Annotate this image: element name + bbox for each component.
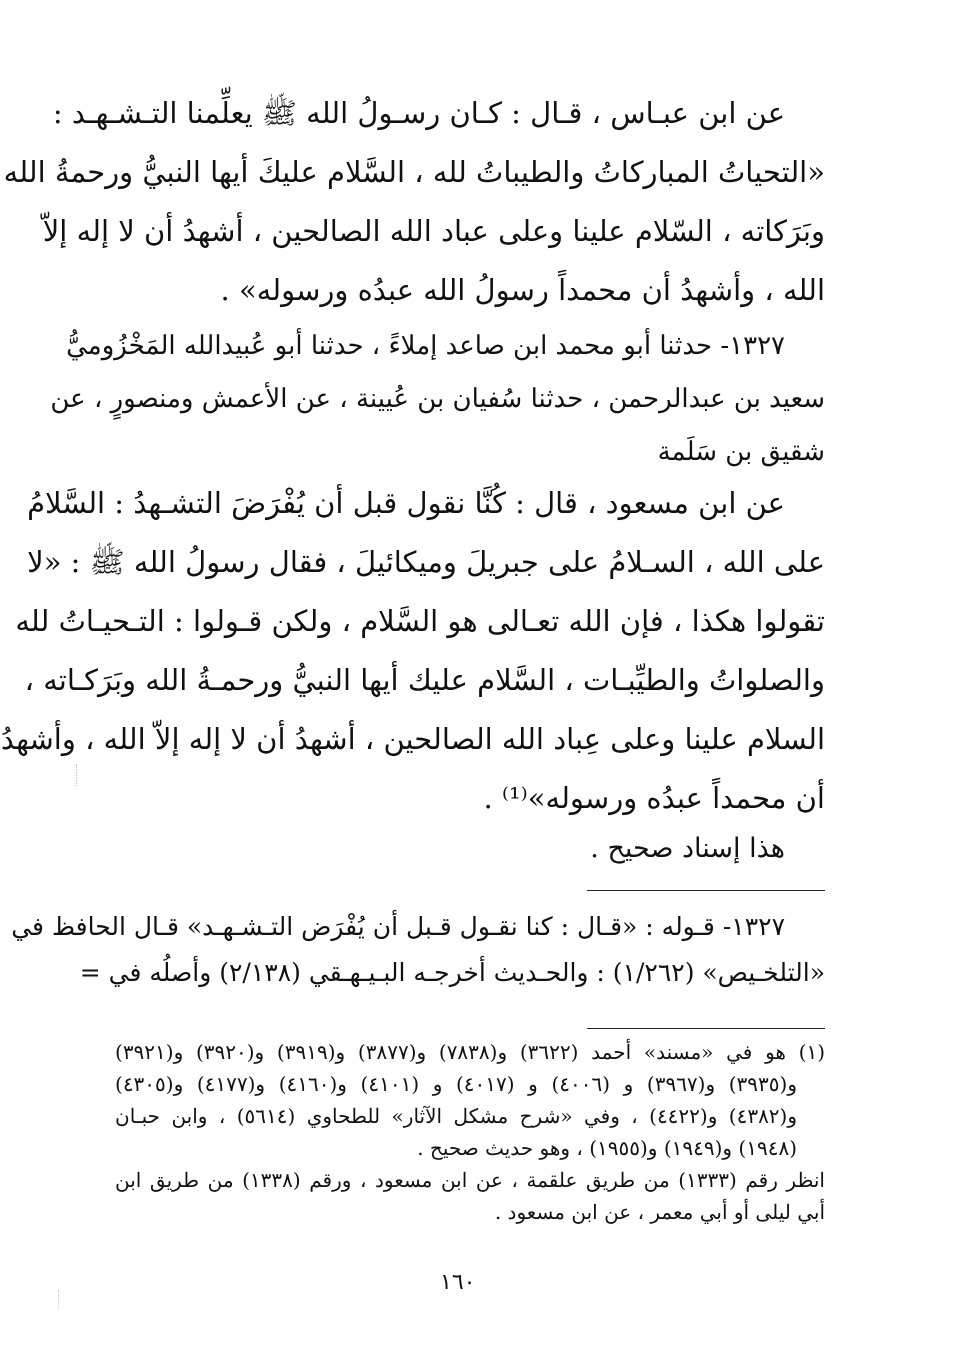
hadith-text-2 (0, 474, 825, 828)
text-line: شقيق بن سَلَمة (657, 437, 825, 467)
footnote-separator (587, 1028, 825, 1029)
commentary (11, 904, 825, 996)
isnad-verdict: هذا إسناد صحيح . (590, 833, 785, 864)
text-line: سعيد بن عبدالرحمن ، حدثنا سُفيان بن عُيينة ، عن الأعمش ومنصورٍ ، عن (50, 384, 825, 414)
text-line: الله ، وأشهدُ أن محمداً رسولُ الله عبدُه ورسوله» . (220, 273, 825, 307)
page-number: ١٦٠ (440, 1270, 476, 1295)
footnote-line: (١) هو في «مسند» أحمد (٣٦٢٢) و(٧٨٣٨) و(٣٨٧٧) و(٣٩١٩) و(٣٩٢٠) و(٣٩٢١) (115, 1040, 826, 1064)
footnote-line: أبي ليلى أو أبي معمر ، عن ابن مسعود . (494, 1200, 825, 1224)
hadith-text-1 (3, 84, 825, 320)
footnote-line: و(٤٣٨٢) و(٤٤٢٢) ، وفي «شرح مشكل الآثار» للطحاوي (٥٦١٤) ، وابن حبـان (115, 1104, 798, 1128)
text-line: عن ابن مسعود ، قال : كُنَّا نقول قبل أن يُفْرَضَ التشـهدُ : السَّلامُ (27, 486, 785, 520)
text-line: وبَرَكاته ، السّلام علينا وعلى عباد الله الصالحين ، أشهدُ أن لا إله إلاّ (42, 214, 825, 248)
scan-artifact (76, 764, 80, 786)
text-line: «التحياتُ المباركاتُ والطيباتُ لله ، السَّلام عليكَ أيها النبيُّ ورحمةُ الله (3, 155, 825, 189)
text-line: ١٣٢٧- قـوله : «قـال : كنا نقـول قـبل أن يُفْرَض التـشـهـد» قـال الحافظ في (11, 912, 785, 941)
isnad-chain (50, 320, 825, 479)
footnote-line: (١٩٤٨) و(١٩٤٩) و(١٩٥٥) ، وهو حديث صحيح . (417, 1136, 797, 1160)
footnotes (115, 1036, 825, 1228)
scan-artifact (58, 1290, 62, 1308)
text-line: أن محمداً عبدُه ورسوله»⁽¹⁾ . (483, 781, 825, 815)
footnote-line: انظر رقم (١٣٣٣) من طريق علقمة ، عن ابن مسعود ، ورقم (١٣٣٨) من طريق ابن (115, 1168, 825, 1192)
text-line: «التلخـيص» (١/٢٦٢) : والحـديث أخرجـه البـيـهـقي (٢/١٣٨) وأصلُه في = (79, 958, 825, 987)
text-line: على الله ، السـلامُ على جبريلَ وميكائيلَ ، فقال رسولُ الله ﷺ : «لا (27, 545, 825, 579)
text-line: عن ابن عبـاس ، قـال : كـان رسـولُ الله ﷺ يعلِّمنا التـشـهـد : (52, 96, 785, 130)
separator-line (587, 890, 825, 891)
footnote-line: و(٣٩٣٥) و(٣٩٦٧) و (٤٠٠٦) و (٤٠١٧) و (٤١٠١) و(٤١٦٠) و(٤١٧٧) و(٤٣٠٥) (115, 1072, 797, 1096)
text-line: ١٣٢٧- حدثنا أبو محمد ابن صاعد إملاءً ، حدثنا أبو عُبيدالله المَخْزُوميُّ (66, 331, 785, 361)
text-line: تقولوا هكذا ، فإن الله تعـالى هو السَّلام ، ولكن قـولوا : التـحيـاتُ لله (15, 604, 825, 638)
text-line: والصلواتُ والطيِّبـات ، السَّلام عليك أيها النبيُّ ورحمـةُ الله وبَرَكـاته ، (24, 663, 825, 697)
text-line: السلام علينا وعلى عِباد الله الصالحين ، أشهدُ أن لا إله إلاّ الله ، وأشهدُ (0, 722, 825, 756)
